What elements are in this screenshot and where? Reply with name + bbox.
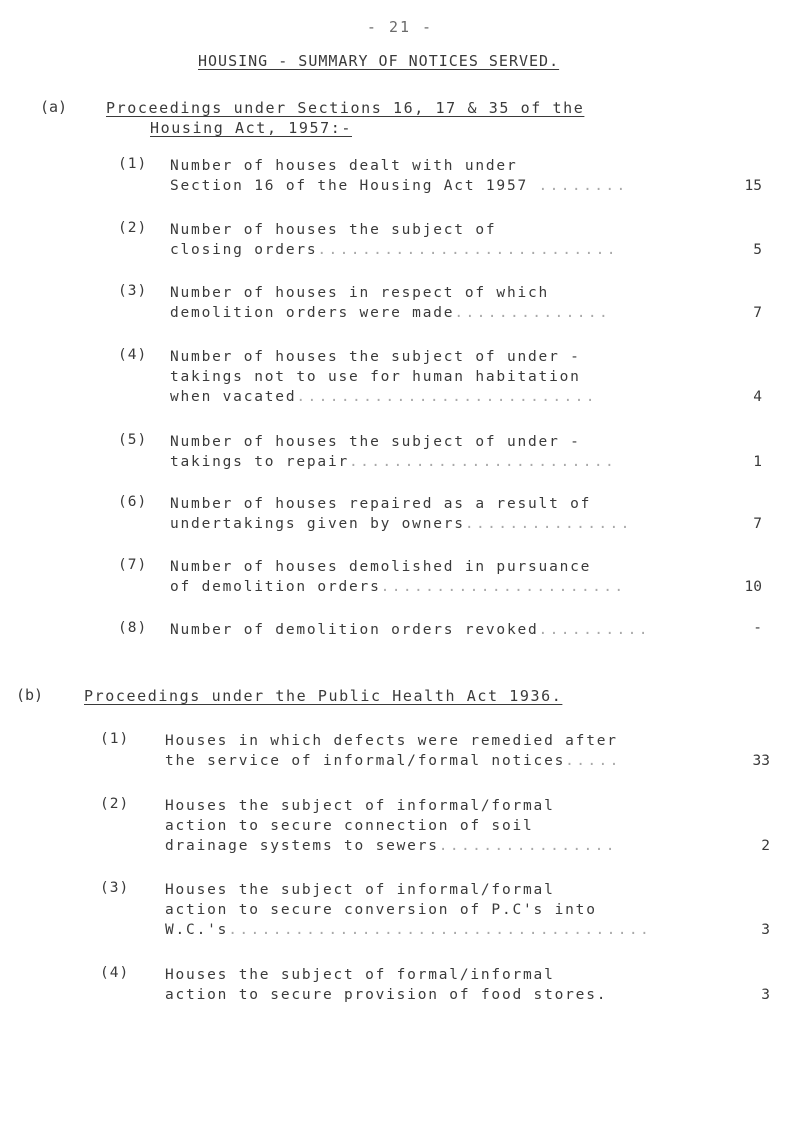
- item-b4-text: Houses the subject of formal/informal action to secure provision of food stores.: [165, 967, 608, 1003]
- item-a6-value: 7: [753, 516, 762, 532]
- item-b4-number: (4): [100, 965, 130, 981]
- section-b-marker: (b): [16, 686, 44, 704]
- item-a7-number: (7): [118, 557, 148, 573]
- section-a-heading-cont: Housing Act, 1957:-: [150, 119, 352, 137]
- item-a2-value: 5: [753, 242, 762, 258]
- item-a8-text: Number of demolition orders revoked..........: [170, 622, 650, 638]
- item-b3-value: 3: [761, 922, 770, 938]
- item-a3-number: (3): [118, 283, 148, 299]
- item-a8-value: -: [753, 620, 762, 636]
- item-a3-value: 7: [753, 305, 762, 321]
- item-b2-value: 2: [761, 838, 770, 854]
- item-a2-number: (2): [118, 220, 148, 236]
- item-a5-text: Number of houses the subject of under - takings to repair........................: [170, 434, 617, 470]
- item-a5-number: (5): [118, 432, 148, 448]
- item-a5-value: 1: [753, 454, 762, 470]
- item-a1-text: Number of houses dealt with under Section 16 of the Housing Act 1957 ........: [170, 158, 628, 194]
- item-a7-value: 10: [744, 579, 762, 595]
- item-a8-number: (8): [118, 620, 148, 636]
- item-b1-text: Houses in which defects were remedied after the service of informal/formal notices.....: [165, 733, 621, 769]
- item-a4-text: Number of houses the subject of under - takings not to use for human habitation when vacated...........................: [170, 349, 597, 405]
- item-b2-number: (2): [100, 796, 130, 812]
- item-a4-number: (4): [118, 347, 148, 363]
- item-b4-value: 3: [761, 987, 770, 1003]
- page-title: HOUSING - SUMMARY OF NOTICES SERVED.: [198, 52, 560, 70]
- item-a1-number: (1): [118, 156, 148, 172]
- page-number: - 21 -: [366, 18, 434, 36]
- item-b2-text: Houses the subject of informal/formal action to secure connection of soil drainage systems to sewers................: [165, 798, 617, 854]
- item-a2-text: Number of houses the subject of closing orders...........................: [170, 222, 618, 258]
- item-b1-value: 33: [752, 753, 770, 769]
- section-b-heading: Proceedings under the Public Health Act 1936.: [84, 687, 563, 705]
- item-b1-number: (1): [100, 731, 130, 747]
- item-b3-text: Houses the subject of informal/formal action to secure conversion of P.C's into W.C.'s......................................: [165, 882, 652, 938]
- item-a3-text: Number of houses in respect of which demolition orders were made..............: [170, 285, 611, 321]
- section-a-heading: Proceedings under Sections 16, 17 & 35 of the: [106, 99, 585, 117]
- item-a1-value: 15: [744, 178, 762, 194]
- item-a6-number: (6): [118, 494, 148, 510]
- item-a6-text: Number of houses repaired as a result of undertakings given by owners...............: [170, 496, 632, 532]
- item-a4-value: 4: [753, 389, 762, 405]
- item-b3-number: (3): [100, 880, 130, 896]
- item-a7-text: Number of houses demolished in pursuance of demolition orders......................: [170, 559, 626, 595]
- section-a-marker: (a): [40, 98, 68, 116]
